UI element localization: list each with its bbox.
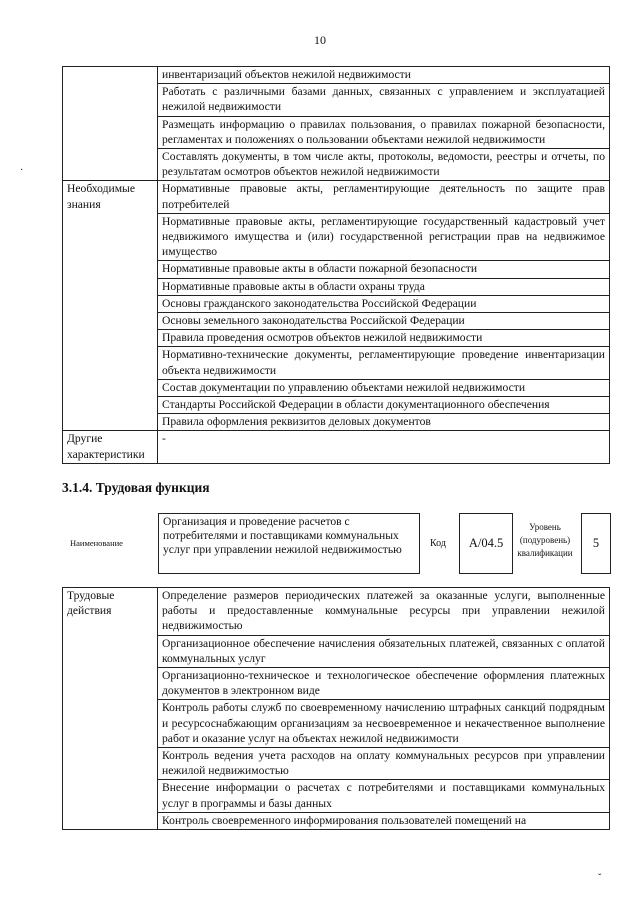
row-label bbox=[63, 278, 158, 295]
row-label bbox=[63, 213, 158, 261]
row-text: Контроль ведения учета расходов на оплату коммунальных ресурсов при управлении нежилой недвижимостью bbox=[158, 748, 610, 780]
table-row bbox=[63, 414, 610, 431]
function-name-box bbox=[158, 513, 420, 574]
row-text: Правила проведения осмотров объектов нежилой недвижимости bbox=[158, 330, 610, 347]
table-row bbox=[63, 635, 610, 667]
row-label: Необходимые знания bbox=[63, 181, 158, 213]
row-text: - bbox=[158, 431, 610, 463]
row-label: Трудовые действия bbox=[63, 588, 158, 636]
table-row bbox=[63, 295, 610, 312]
row-label bbox=[63, 84, 158, 116]
function-name-value: Организация и проведение расчетов с потребителями и поставщиками коммунальных услуг при управлении нежилой недвижимостью bbox=[163, 515, 402, 556]
row-label bbox=[63, 149, 158, 181]
table-row bbox=[63, 181, 610, 213]
row-text: Размещать информацию о правилах пользования, о правилах пожарной безопасности, регламентах и положениях о пользовании объектами нежилой недвижимости bbox=[158, 116, 610, 148]
row-label bbox=[63, 700, 158, 748]
table-row bbox=[63, 588, 610, 636]
skills-knowledge-table bbox=[62, 66, 610, 464]
code-label: Код bbox=[430, 538, 446, 549]
row-text: Нормативно-технические документы, регламентирующие проведение инвентаризации объекта недвижимости bbox=[158, 347, 610, 379]
row-label bbox=[63, 313, 158, 330]
row-text: Определение размеров периодических платежей за оказанные услуги, выполненные работы и предоставленные коммунальные ресурсы при управлении нежилой недвижимостью bbox=[158, 588, 610, 636]
row-label bbox=[63, 347, 158, 379]
table-row bbox=[63, 347, 610, 379]
row-label bbox=[63, 379, 158, 396]
row-label bbox=[63, 635, 158, 667]
table-row bbox=[63, 668, 610, 700]
row-text: Нормативные правовые акты, регламентирующие деятельность по защите прав потребителей bbox=[158, 181, 610, 213]
table-row bbox=[63, 812, 610, 829]
scan-speck: · bbox=[20, 165, 24, 176]
table-row bbox=[63, 149, 610, 181]
level-value: 5 bbox=[592, 536, 600, 550]
row-text: Основы земельного законодательства Российской Федерации bbox=[158, 313, 610, 330]
row-text: Нормативные правовые акты в области охраны труда bbox=[158, 278, 610, 295]
row-text: Стандарты Российской Федерации в области документационного обеспечения bbox=[158, 397, 610, 414]
table-row bbox=[63, 748, 610, 780]
row-label bbox=[63, 668, 158, 700]
table-row bbox=[63, 397, 610, 414]
row-label bbox=[63, 116, 158, 148]
row-text: Правила оформления реквизитов деловых документов bbox=[158, 414, 610, 431]
table-row bbox=[63, 431, 610, 463]
table-row bbox=[63, 700, 610, 748]
row-label bbox=[63, 67, 158, 84]
row-label bbox=[63, 397, 158, 414]
row-label bbox=[63, 780, 158, 812]
code-value: A/04.5 bbox=[468, 536, 504, 550]
row-label bbox=[63, 414, 158, 431]
labor-actions-table bbox=[62, 587, 610, 830]
row-text: Состав документации по управлению объектами нежилой недвижимости bbox=[158, 379, 610, 396]
table-row bbox=[63, 379, 610, 396]
level-label: Уровень (подуровень) квалификации bbox=[517, 522, 573, 558]
table-row bbox=[63, 261, 610, 278]
table-row bbox=[63, 330, 610, 347]
table-row bbox=[63, 67, 610, 84]
row-text: Организационно-техническое и технологическое обеспечение оформления платежных документов в электронном виде bbox=[158, 668, 610, 700]
row-label bbox=[63, 330, 158, 347]
page-number: 10 bbox=[314, 33, 326, 47]
scan-speck: ˇ bbox=[598, 873, 602, 884]
row-text: Нормативные правовые акты в области пожарной безопасности bbox=[158, 261, 610, 278]
section-heading: 3.1.4. Трудовая функция bbox=[62, 480, 210, 495]
row-text: Внесение информации о расчетах с потребителями и поставщиками коммунальных услуг в программы и базы данных bbox=[158, 780, 610, 812]
table-row bbox=[63, 780, 610, 812]
row-text: инвентаризаций объектов нежилой недвижимости bbox=[158, 67, 610, 84]
row-text: Нормативные правовые акты, регламентирующие государственный кадастровый учет недвижимого имущества и (или) государственной регистрации прав на недвижимое имущество bbox=[158, 213, 610, 261]
row-text: Контроль работы служб по своевременному начислению штрафных санкций подрядным и ресурсоснабжающим организациям за несвоевременное и некачественное выполнение работ и оказание услуг на объектах нежилой недвижимости bbox=[158, 700, 610, 748]
table-row bbox=[63, 313, 610, 330]
code-box bbox=[459, 513, 513, 574]
table-row bbox=[63, 278, 610, 295]
name-label: Наименование bbox=[70, 538, 123, 548]
table-row bbox=[63, 116, 610, 148]
row-text: Составлять документы, в том числе акты, протоколы, ведомости, реестры и отчеты, по результатам осмотров объектов нежилой недвижимости bbox=[158, 149, 610, 181]
table-row bbox=[63, 84, 610, 116]
row-text: Контроль своевременного информирования пользователей помещений на bbox=[158, 812, 610, 829]
row-text: Организационное обеспечение начисления обязательных платежей, связанных с оплатой коммунальных услуг bbox=[158, 635, 610, 667]
level-box bbox=[581, 513, 611, 574]
row-label: Другие характеристики bbox=[63, 431, 158, 463]
row-text: Основы гражданского законодательства Российской Федерации bbox=[158, 295, 610, 312]
row-label bbox=[63, 295, 158, 312]
row-label bbox=[63, 812, 158, 829]
row-label bbox=[63, 748, 158, 780]
table-row bbox=[63, 213, 610, 261]
row-label bbox=[63, 261, 158, 278]
row-text: Работать с различными базами данных, связанных с управлением и эксплуатацией нежилой недвижимости bbox=[158, 84, 610, 116]
